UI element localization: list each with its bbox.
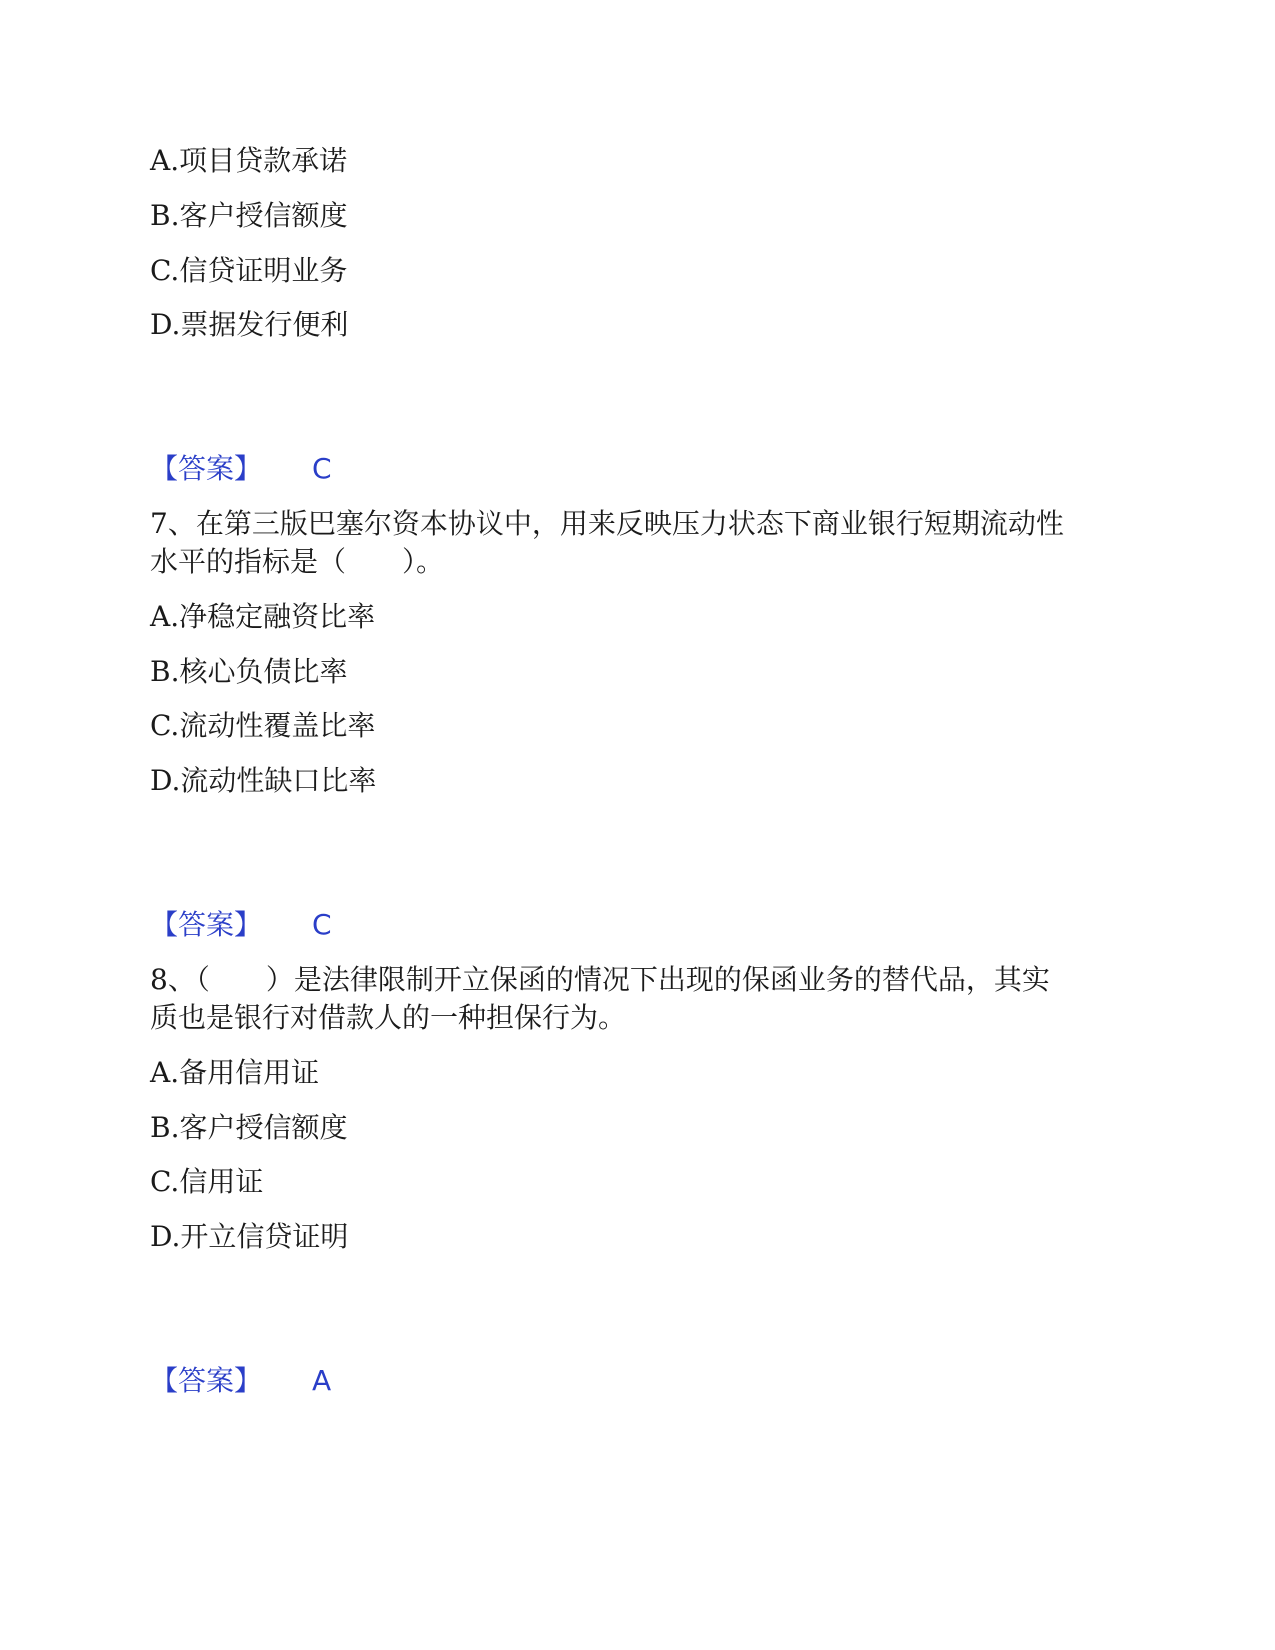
prev-option-a: A.项目贷款承诺 <box>150 144 348 177</box>
q8-option-d: D.开立信贷证明 <box>150 1220 349 1253</box>
q7-option-b: B.核心负债比率 <box>150 655 348 688</box>
q7-option-d: D.流动性缺口比率 <box>150 764 377 797</box>
question-8-line-1: 8、（ ）是法律限制开立保函的情况下出现的保函业务的替代品，其实 <box>150 963 1050 996</box>
prev-answer <box>150 450 332 488</box>
q8-answer <box>150 1362 331 1400</box>
prev-option-c: C.信贷证明业务 <box>150 254 348 287</box>
answer-value: C <box>312 908 332 941</box>
answer-label: 【答案】 <box>150 452 263 485</box>
q7-option-c: C.流动性覆盖比率 <box>150 709 376 742</box>
q8-option-c: C.信用证 <box>150 1165 264 1198</box>
answer-label: 【答案】 <box>150 908 263 941</box>
question-8-line-2: 质也是银行对借款人的一种担保行为。 <box>150 1001 627 1034</box>
q8-option-b: B.客户授信额度 <box>150 1111 348 1144</box>
answer-label: 【答案】 <box>150 1364 263 1397</box>
q8-option-a: A.备用信用证 <box>150 1056 320 1089</box>
prev-option-b: B.客户授信额度 <box>150 199 348 232</box>
answer-value: C <box>312 452 332 485</box>
question-7-line-1: 7、在第三版巴塞尔资本协议中，用来反映压力状态下商业银行短期流动性 <box>150 507 1064 540</box>
question-7-line-2: 水平的指标是（ ）。 <box>150 545 445 578</box>
answer-value: A <box>312 1364 332 1397</box>
q7-answer <box>150 906 332 944</box>
q7-option-a: A.净稳定融资比率 <box>150 600 376 633</box>
prev-option-d: D.票据发行便利 <box>150 308 349 341</box>
